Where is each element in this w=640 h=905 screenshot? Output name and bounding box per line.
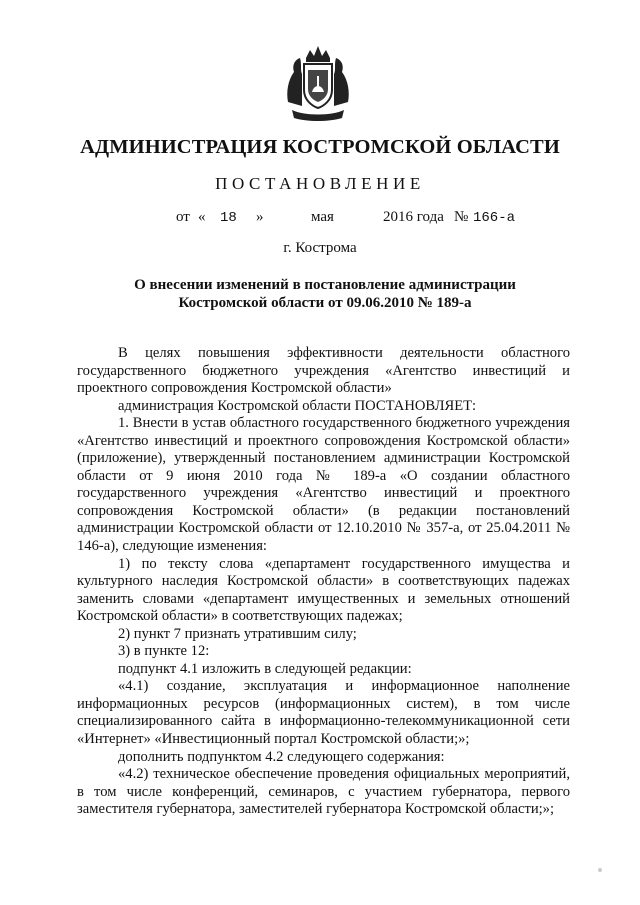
document-number: 166-а bbox=[473, 210, 516, 226]
document-subject bbox=[80, 276, 570, 312]
paragraph-preamble: В целях повышения эффективности деятельности областного государственного бюджетного учреждения «Агентство инвестиций и проектного сопровождения Костромской области» bbox=[77, 345, 570, 397]
paragraph-resolves: администрация Костромской области ПОСТАНОВЛЯЕТ: bbox=[118, 397, 477, 414]
paragraph-subpoint-4-1: «4.1) создание, эксплуатация и информационное наполнение информационных ресурсов (информационных систем), в том числе специализированного сайта в информационно-телекоммуникационной сети «Интернет» «Инвестиционный портал Костромской области;»; bbox=[77, 678, 570, 748]
scan-mark bbox=[598, 868, 602, 872]
document-body bbox=[77, 345, 570, 819]
paragraph-subpoint-4-1-intro: подпункт 4.1 изложить в следующей редакции: bbox=[118, 660, 412, 677]
document-type: ПОСТАНОВЛЕНИЕ bbox=[215, 174, 425, 193]
coat-of-arms-icon bbox=[284, 44, 352, 124]
paragraph-subitem-3: 3) в пункте 12: bbox=[118, 643, 210, 660]
subject-line-1: О внесении изменений в постановление администрации bbox=[134, 277, 516, 293]
date-line bbox=[0, 209, 640, 229]
subject-line-2: Костромской области от 09.06.2010 № 189-а bbox=[178, 295, 472, 311]
date-prefix: от bbox=[176, 209, 190, 225]
city: г. Кострома bbox=[283, 240, 357, 256]
paragraph-subpoint-4-2-intro: дополнить подпунктом 4.2 следующего содержания: bbox=[118, 748, 445, 765]
quote-open: « bbox=[198, 209, 206, 225]
quote-close: » bbox=[256, 209, 264, 225]
number-sign: № bbox=[454, 209, 469, 225]
paragraph-subitem-1: 1) по тексту слова «департамент государственного имущества и культурного наследия Костромской области» в соответствующих падежах заменить словами «департамент имущественных и земельных отношений Костромской области» в соответствующих падежах; bbox=[77, 555, 570, 625]
paragraph-item-1: 1. Внести в устав областного государственного бюджетного учреждения «Агентство инвестиций и проектного сопровождения Костромской области» (приложение), утвержденный постановлением администрации Костромской области от 9 июня 2010 года № 189-а «О создании областного государственного учреждения «Агентство инвестиций и проектного сопровождения Костромской области» (в редакции постановлений администрации Костромской области от 12.10.2010 № 357-а, от 25.04.2011 № 146-а), следующие изменения: bbox=[77, 415, 570, 555]
paragraph-subpoint-4-2: «4.2) техническое обеспечение проведения официальных мероприятий, в том числе конференций, семинаров, с участием губернатора, первого заместителя губернатора, заместителей губернатора Костромской области;»; bbox=[77, 766, 570, 818]
date-month: мая bbox=[311, 209, 334, 225]
date-year: 2016 года bbox=[383, 209, 444, 225]
organization-title: АДМИНИСТРАЦИЯ КОСТРОМСКОЙ ОБЛАСТИ bbox=[80, 136, 560, 158]
date-day: 18 bbox=[220, 210, 237, 226]
paragraph-subitem-2: 2) пункт 7 признать утратившим силу; bbox=[118, 625, 357, 642]
